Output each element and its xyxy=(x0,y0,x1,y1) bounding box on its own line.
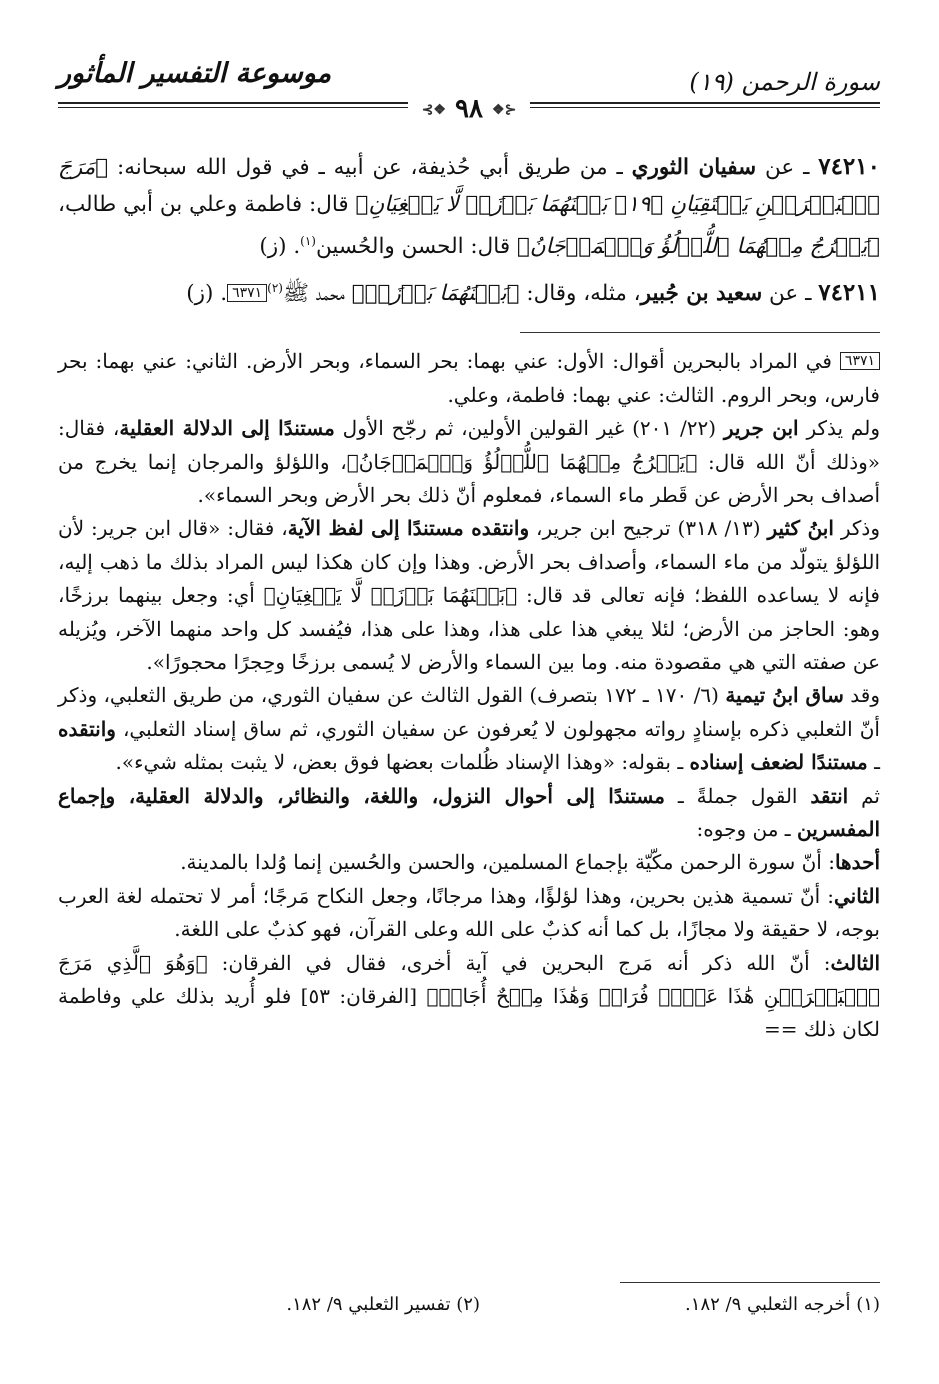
narrations xyxy=(58,148,880,312)
note-para: الثاني: أنّ تسمية هذين بحرين، وهذا لؤلؤًا، وهذا مرجانًا، وجعل النكاح مَرجًا؛ أمر لا تحتمله لغة العرب بوجه، لا حقيقة ولا مجازًا، بل كما أنه كذبٌ على الله وعلى القرآن، فهو كذبٌ على اللغة. xyxy=(58,883,880,942)
ornament-icon: ❖⊱ xyxy=(421,102,446,118)
separator xyxy=(520,332,880,333)
note-para: الثالث: أنّ الله ذكر أنه مَرج البحرين في آية أخرى، فقال في الفرقان: ﴿وَهُوَ ٱلَّذِي مَرَجَ ٱلۡبَحۡرَيۡنِ هَٰذَا عَذۡبٞ فُرَاتٞ وَهَٰذَا مِلۡحٌ أُجَاجٞ﴾ [الفرقان: ٥٣] فلو أُريد بذلك علي وفاطمة لكان ذلك == xyxy=(58,950,881,1042)
note-ref-box: ٦٣٧١ xyxy=(227,284,267,302)
note-para: أحدها: أنّ سورة الرحمن مكّيّة بإجماع المسلمين، والحسن والحُسين إنما وُلدا بالمدينة. xyxy=(180,850,880,875)
note-para: ولم يذكر ابن جرير (٢٢/ ٢٠١) غير القولين الأولين، ثم رجّح الأول مستندًا إلى الدلالة العقلية، فقال: «وذلك أنّ الله قال: ﴿يَخۡرُجُ مِنۡهُمَا ٱللُّؤۡلُؤُ وَٱلۡمَرۡجَانُ﴾، واللؤلؤ والمرجان إنما يخرج من أصداف بحر الأرض عن قَطر ماء السماء، فمعلوم أنّ ذلك بحر الأرض وبحر السماء». xyxy=(58,416,880,507)
narration-74210: ٧٤٢١٠ ـ عن سفيان الثوري ـ من طريق أبي حُذيفة، عن أبيه ـ في قول الله سبحانه: ﴿مَرَجَ ٱلۡبَحۡرَيۡنِ يَلۡتَقِيَانِ ﴿١٩﴾ بَيۡنَهُمَا بَرۡزَخٞ لَّا يَبۡغِيَانِ﴾ قال: فاطمة وعلي بن أبي طالب، ﴿يَخۡرُجُ مِنۡهُمَا ٱللُّؤۡلُؤُ وَٱلۡمَرۡجَانُ﴾ قال: الحسن والحُسين$^{(١)}$. (ز) xyxy=(58,153,880,260)
footnote-2: (٢) تفسير الثعلبي ٩/ ١٨٢. xyxy=(286,1294,480,1315)
surah-header: سورة الرحمن (١٩) xyxy=(689,68,880,96)
narration-74211: ٧٤٢١١ ـ عن سعيد بن جُبير، مثله، وقال: ﴿بَيۡنَهُمَا بَرۡزَخٞ﴾ محمد ﷺ$^{(٢)}$٦٣٧١. (ز) xyxy=(186,279,880,307)
quran-verse: ﴿بَيۡنَهُمَا بَرۡزَخٞ﴾ xyxy=(351,281,520,307)
page-body xyxy=(58,148,880,1047)
running-header xyxy=(58,40,880,124)
page-number: ⊰❖ ٩٨ ❖⊱ xyxy=(408,94,531,124)
note-para: وذكر ابنُ كثير (١٣/ ٣١٨) ترجيح ابن جرير، وانتقده مستندًا إلى لفظ الآية، فقال: «قال ابن جرير: لأن اللؤلؤ يتولّد من ماء السماء، وأصداف بحر الأرض. وهذا وإن كان هكذا ليس المراد بذلك ما ذهب إليه، فإنه لا يساعده اللفظ؛ فإنه تعالى قد قال: ﴿بَيۡنَهُمَا بَرۡزَخٞ لَّا يَبۡغِيَانِ﴾ أي: وجعل بينهما برزخًا، وهو: الحاجز من الأرض؛ لئلا يبغي هذا على هذا، وهذا على هذا، فيُفسد كل واحد منهما الآخر، ويُزيله عن صفته التي هي مقصودة منه. وما بين السماء والأرض لا يُسمى برزخًا وحِجرًا محجورًا». xyxy=(58,516,881,674)
commentary-note xyxy=(58,345,880,1047)
footnote-ref: (١) xyxy=(300,234,316,248)
note-para: ثم انتقد القول جملةً ـ مستندًا إلى أحوال النزول، واللغة، والنظائر، والدلالة العقلية، وإجماع المفسرين ـ من وجوه: xyxy=(58,783,880,841)
note-box: ٦٣٧١ xyxy=(840,352,880,370)
note-para: ٦٣٧١ في المراد بالبحرين أقوال: الأول: عني بهما: بحر السماء، وبحر الأرض. الثاني: عني بهما: بحر فارس، وبحر الروم. الثالث: عني بهما: فاطمة، وعلي. xyxy=(58,349,880,407)
quran-verse: ﴿مَرَجَ ٱلۡبَحۡرَيۡنِ يَلۡتَقِيَانِ ﴿١٩﴾ بَيۡنَهُمَا بَرۡزَخٞ لَّا يَبۡغِيَانِ﴾ xyxy=(58,155,880,217)
footnote-1: (١) أخرجه الثعلبي ٩/ ١٨٢. xyxy=(685,1294,880,1315)
page xyxy=(58,40,881,1315)
note-para: وقد ساق ابنُ تيمية (٦/ ١٧٠ ـ ١٧٢ بتصرف) القول الثالث عن سفيان الثوري، من طريق الثعلبي، وذكر أنّ الثعلبي ذكره بإسنادٍ رواته مجهولون لا يُعرفون عن سفيان الثوري، ثم ساق إسناد الثعلبي، وانتقده ـ مستندًا لضعف إسناده ـ بقوله: «وهذا الإسناد ظُلمات بعضها فوق بعض، لا يثبت بمثله شيء». xyxy=(58,683,880,775)
footnote-ref: (٢) xyxy=(267,281,283,296)
quran-verse: ﴿يَخۡرُجُ مِنۡهُمَا ٱللُّؤۡلُؤُ وَٱلۡمَرۡجَانُ﴾ xyxy=(516,234,880,260)
book-title: موسوعة التفسير المأثور xyxy=(58,58,332,89)
ornament-icon: ⊰❖ xyxy=(492,102,517,118)
footnote-rule xyxy=(620,1282,880,1283)
